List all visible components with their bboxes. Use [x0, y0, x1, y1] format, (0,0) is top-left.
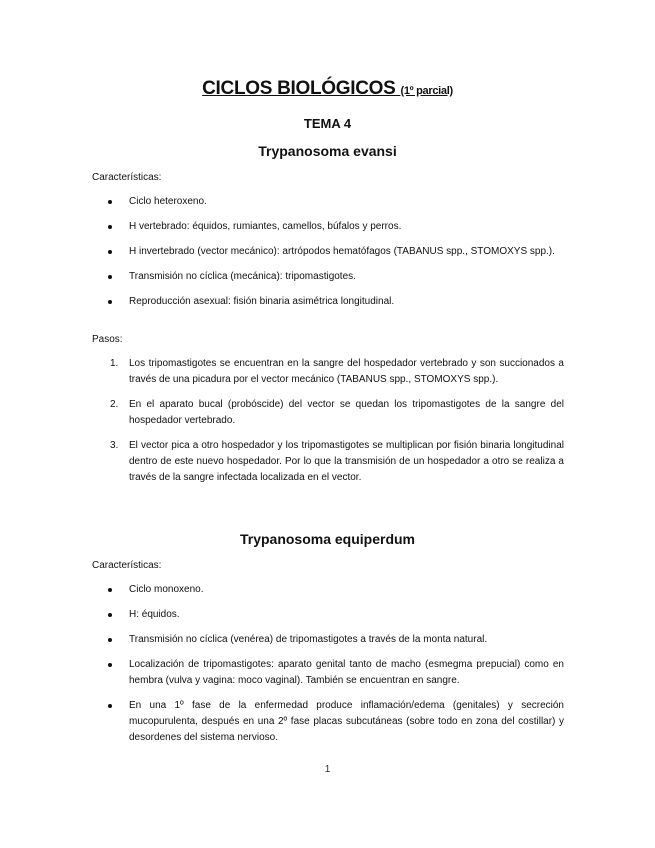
list-item: En una 1º fase de la enfermedad produce inflamación/edema (genitales) y secreción mucopurulenta, después en una 2º fase placas subcutáneas (sobre todo en zona del costillar) y desordenes del sistema nervioso. [92, 698, 564, 746]
bullet-icon [108, 250, 112, 254]
bullet-icon [108, 613, 112, 617]
characteristics-label: Características: [92, 172, 162, 183]
bullet-icon [108, 638, 112, 642]
bullet-icon [108, 200, 112, 204]
list-item: Localización de tripomastigotes: aparato genital tanto de macho (esmegma prepucial) como en hembra (vulva y vagina: moco vaginal). También se encuentran en sangre. [92, 657, 564, 689]
characteristics-label: Características: [92, 560, 162, 571]
section-heading-evansi: Trypanosoma evansi [258, 143, 397, 159]
bullet-icon [108, 300, 112, 304]
page-number: 1 [324, 764, 331, 775]
characteristics-list-evansi [92, 194, 564, 310]
list-item: 2. En el aparato bucal (probóscide) del vector se quedan los tripomastigotes de la sangre del hospedador vertebrado. [110, 399, 564, 426]
tema-heading: TEMA 4 [303, 116, 352, 131]
list-item: H invertebrado (vector mecánico): artrópodos hematófagos (TABANUS spp., STOMOXYS spp.). [92, 244, 564, 260]
list-item: H vertebrado: équidos, rumiantes, camellos, búfalos y perros. [92, 219, 564, 235]
section-heading-equiperdum: Trypanosoma equiperdum [239, 531, 416, 547]
bullet-icon [108, 663, 112, 667]
steps-list-evansi [92, 356, 564, 486]
title-subtitle: (1º parcial) [400, 85, 453, 97]
bullet-icon [108, 275, 112, 279]
bullet-icon [108, 588, 112, 592]
list-item: Ciclo monoxeno. [92, 582, 564, 598]
list-item: Reproducción asexual: fisión binaria asimétrica longitudinal. [92, 294, 564, 310]
list-item: Ciclo heteroxeno. [92, 194, 564, 210]
list-item: 3. El vector pica a otro hospedador y los tripomastigotes se multiplican por fisión binaria longitudinal dentro de este nuevo hospedador. Por lo que la transmisión de un hospedador a otro se realiza a través de la sangre infectada localizada en el vector. [110, 440, 564, 483]
document-title [0, 78, 655, 100]
bullet-icon [108, 225, 112, 229]
list-item: Transmisión no cíclica (mecánica): tripomastigotes. [92, 269, 564, 285]
bullet-icon [108, 704, 112, 708]
list-item: 1. Los tripomastigotes se encuentran en la sangre del hospedador vertebrado y son succionados a través de una picadura por el vector mecánico (TABANUS spp., STOMOXYS spp.). [110, 358, 564, 385]
title-main: CICLOS BIOLÓGICOS [202, 78, 396, 99]
characteristics-list-equiperdum [92, 582, 564, 746]
steps-label: Pasos: [92, 334, 123, 345]
list-item: Transmisión no cíclica (venérea) de tripomastigotes a través de la monta natural. [92, 632, 564, 648]
list-item: H: équidos. [92, 607, 564, 623]
